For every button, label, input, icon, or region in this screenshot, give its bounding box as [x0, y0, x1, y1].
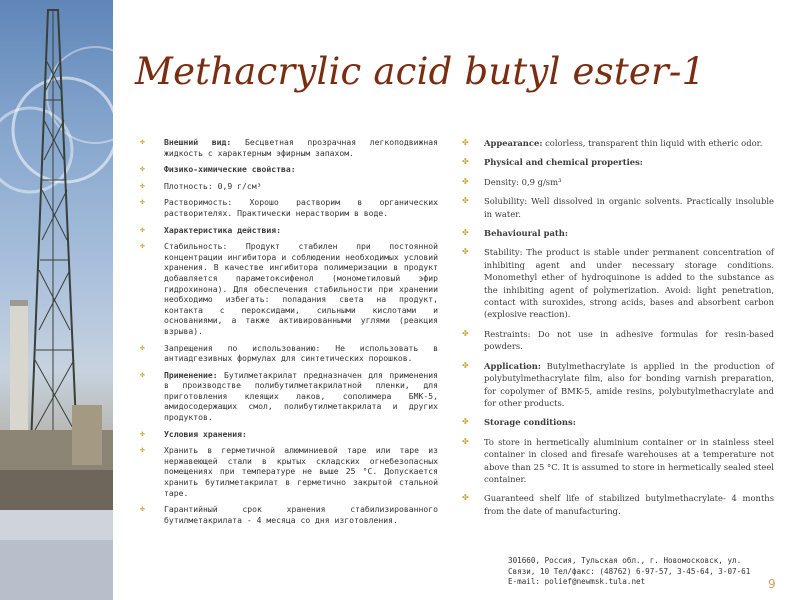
ru-text: Плотность: 0,9 г/см³ [164, 180, 262, 191]
ru-text: Бутилметакрилат предназначен для применения в производстве полибутилметакрилатной пленки, для приготовления клеящих лаков, сополимера БМК-5, амидосодержащих смол, полибутилметакрилата и других продуктов. [164, 369, 438, 423]
ru-text: Бесцветная прозрачная легкоподвижная жидкость с характерным эфирным запахом. [164, 137, 438, 158]
bullet-icon: ✤ [140, 428, 145, 438]
bullet-icon: ✤ [140, 224, 145, 234]
ru-item [140, 225, 438, 236]
en-item [462, 195, 774, 220]
bullet-icon: ✤ [140, 241, 145, 251]
en-heading: Application: [484, 360, 541, 371]
bullet-icon: ✤ [140, 164, 145, 174]
page-title: Methacrylic acid butyl ester-1 [135, 50, 706, 93]
bullet-icon: ✤ [140, 504, 145, 514]
ru-item [140, 241, 438, 336]
en-text: Butylmethacrylate is applied in the production of polybutylmethacrylate film, also for bonding varnish preparation, for copolymer of BMK-5, amide resins, polybutylmethacrylate and for other products. [484, 360, 774, 408]
bullet-icon: ✤ [140, 197, 145, 207]
bullet-icon: ✤ [462, 360, 469, 370]
en-heading: Behavioural path: [484, 228, 568, 239]
en-item [462, 176, 774, 188]
ru-item [140, 343, 438, 364]
bullet-icon: ✤ [462, 436, 469, 446]
address-line: 301660, Россия, Тульская обл., г. Новомосковск, ул. [508, 556, 742, 565]
en-text: To store in hermetically aluminium container or in stainless steel container in closed and firesafe warehouses at a temperature not above than 25 °C. It is assumed to store in hermetically sealed steel container. [484, 436, 774, 484]
en-item [462, 416, 774, 428]
ru-heading: Характеристика действия: [164, 224, 281, 235]
ru-item [140, 504, 438, 525]
en-item [462, 156, 774, 168]
bullet-icon: ✤ [140, 369, 145, 379]
ru-heading: Физико-химические свойства: [164, 164, 296, 175]
en-item [462, 137, 774, 149]
en-item [462, 328, 774, 353]
phone-line: Связи, 10 Тел/факс: (48762) 6-97-57, 3-45-64, 3-07-61 [508, 566, 751, 576]
email-line: E-mail: polief@newmsk.tula.net [508, 577, 646, 587]
en-text: Solubility: Well dissolved in organic solvents. Practically insoluble in water. [484, 196, 774, 219]
bullet-icon: ✤ [462, 176, 469, 186]
en-heading: Storage conditions: [484, 417, 576, 428]
ru-text: Запрещения по использованию: Не использовать в антиадгезивных формулах для синтетических порошков. [164, 342, 438, 364]
russian-column [140, 137, 438, 531]
ru-text: Хранить в герметичной алюминиевой таре или таре из нержавеющей стали в крытых складских огнебезопасных помещениях при температуре не выше 25 °С. Допускается хранить бутилметакрилат в герметично закрытой стальной таре. [164, 445, 438, 498]
ru-text: Растворимость: Хорошо растворим в органических растворителях. Практически нерастворим в воде. [164, 197, 438, 218]
ru-item [140, 164, 438, 175]
en-text: Restraints: Do not use in adhesive formulas for resin-based powders. [484, 328, 774, 352]
ru-heading: Внешний вид: [164, 137, 232, 147]
ru-item [140, 197, 438, 218]
en-item [462, 492, 774, 517]
en-text: Density: 0,9 g/sm³ [484, 176, 562, 187]
en-item [462, 246, 774, 320]
bullet-icon: ✤ [140, 137, 145, 146]
ru-item [140, 181, 438, 192]
english-column [462, 137, 774, 524]
bullet-icon: ✤ [462, 493, 469, 503]
ru-item [140, 445, 438, 498]
en-heading: Appearance: [484, 138, 543, 148]
bullet-icon: ✤ [140, 180, 145, 190]
en-item [462, 436, 774, 486]
ru-item [140, 137, 438, 158]
en-text: colorless, transparent thin liquid with etheric odor. [542, 138, 763, 148]
en-text: Stability: The product is stable under permanent concentration of inhibiting agent and under necessary storage conditions. Monomethyl ether of hydroquinone is added to the substance as the inhibiting agent of polymerization. Avoid: light penetration, contact with suroxides, strong acids, bases and absorbent carbon (explosive reaction). [484, 247, 774, 320]
bullet-icon: ✤ [462, 247, 469, 257]
ru-item [140, 429, 438, 440]
en-heading: Physical and chemical properties: [484, 157, 643, 168]
factory-illustration [0, 0, 113, 600]
en-item [462, 227, 774, 239]
en-text: Guaranteed shelf life of stabilized butylmethacrylate- 4 months from the date of manufacturing. [484, 493, 774, 516]
ru-heading: Условия хранения: [164, 428, 247, 439]
ru-text: Стабильность: Продукт стабилен при постоянной концентрации ингибитора и соблюдении необходимых условий хранения. В качестве ингибитора полимеризации в продукт добавляется параметоксифенол (монометиловый эфир гидрохинона). Для обеспечения стабильности при хранении необходимо избегать: попадания света на продукт, контакта с пероксидами, сильными кислотами и основаниями, а также активированными углями (реакция взрыва). [164, 241, 438, 336]
page-number: 9 [768, 577, 776, 591]
bullet-icon: ✤ [462, 328, 469, 338]
bullet-icon: ✤ [140, 342, 145, 352]
ru-heading: Применение: [164, 369, 218, 380]
bullet-icon: ✤ [462, 417, 469, 427]
bullet-icon: ✤ [140, 445, 145, 455]
contact-footer [508, 556, 758, 588]
bullet-icon: ✤ [462, 196, 469, 206]
industrial-photo [0, 0, 113, 600]
ru-item [140, 370, 438, 423]
bullet-icon: ✤ [462, 138, 469, 147]
en-item [462, 360, 774, 410]
bullet-icon: ✤ [462, 157, 469, 167]
ru-text: Гарантийный срок хранения стабилизированного бутилметакрилата - 4 месяца со дня изготовления. [164, 504, 438, 525]
bullet-icon: ✤ [462, 228, 469, 238]
